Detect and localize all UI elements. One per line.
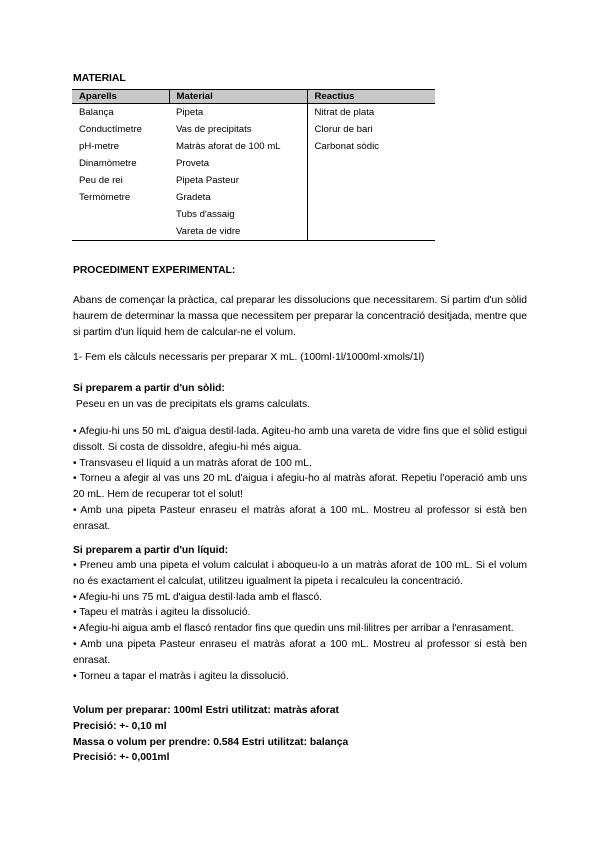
table-cell: Tubs d'assaig <box>176 209 235 220</box>
solid-steps <box>73 424 527 535</box>
solid-lead: Peseu en un vas de precipitats els grams calculats. <box>73 399 310 410</box>
table-cell <box>72 206 169 223</box>
table-cell: Pipeta <box>176 107 204 118</box>
table-cell <box>307 172 435 189</box>
header-aparells: Aparells <box>72 90 169 104</box>
table-row <box>72 104 435 122</box>
list-item: • Amb una pipeta Pasteur enraseu el matràs aforat a 100 mL. Mostreu al professor si està ben enrasat. <box>73 504 527 532</box>
list-item: • Preneu amb una pipeta el volum calculat i aboqueu-lo a un matràs aforat de 100 mL. Si el volum no és exactament el calculat, utilitzeu igualment la pipeta i recalculeu la concentració. <box>73 560 527 587</box>
intro-paragraph: Abans de començar la pràctica, cal preparar les dissolucions que necessitarem. Si partim d'un sòlid haurem de determinar la massa que necessitem per preparar la concentració desitjada, mentre que si partim d'un líquid hem de calcular-ne el volum. <box>73 295 527 338</box>
table-cell <box>307 189 435 206</box>
table-cell: Clorur de bari <box>307 121 435 138</box>
list-item: • Afegiu-hi uns 50 mL d'aigua destil·lada. Agiteu-ho amb una vareta de vidre fins que el sòlid estigui dissolt. Si costa de dissoldre, afegiu-hi més aigua. <box>73 426 527 453</box>
table-cell: Balança <box>79 107 114 118</box>
table-cell <box>72 223 169 241</box>
list-item: • Torneu a tapar el matràs i agiteu la dissolució. <box>73 670 289 682</box>
table-cell: Pipeta Pasteur <box>176 175 239 186</box>
table-cell: Proveta <box>176 158 210 169</box>
solid-heading: Si preparem a partir d'un sòlid: <box>73 383 225 394</box>
summary <box>73 703 527 766</box>
table-cell: Carbonat sòdic <box>307 138 435 155</box>
table-row <box>72 155 435 172</box>
header-material: Material <box>169 90 307 104</box>
material-heading: MATERIAL <box>73 72 126 84</box>
table-row <box>72 206 435 223</box>
summary-precision-1: Precisió: +- 0,10 ml <box>73 720 167 732</box>
table-cell: pH-metre <box>79 141 119 152</box>
list-item: • Tapeu el matràs i agiteu la dissolució. <box>73 607 251 619</box>
table-row <box>72 189 435 206</box>
table-cell: Gradeta <box>176 192 211 203</box>
table-cell: Termòmetre <box>79 192 131 203</box>
table-cell: Vas de precipitats <box>176 124 252 135</box>
procediment-heading: PROCEDIMENT EXPERIMENTAL: <box>73 265 236 276</box>
summary-volume: Volum per preparar: 100ml Estri utilitzat: matràs aforat <box>73 705 339 716</box>
table-cell <box>307 223 435 241</box>
table-cell: Conductímetre <box>79 124 142 135</box>
list-item: • Amb una pipeta Pasteur enraseu el matràs aforat a 100 mL. Mostreu al professor si està ben enrasat. <box>73 638 527 666</box>
list-item: • Torneu a afegir al vas uns 20 mL d'aigua i afegiu-ho al matràs aforat. Repetiu l'operació amb uns 20 mL. Hem de recuperar tot el solut! <box>73 473 527 501</box>
material-table-header <box>72 90 435 104</box>
table-row <box>72 172 435 189</box>
material-table <box>72 89 435 241</box>
liquid-steps <box>73 558 527 684</box>
list-item: • Afegiu-hi aigua amb el flascó rentador fins que quedin uns mil·lilitres per arribar a l'enrasament. <box>73 623 514 635</box>
table-cell <box>307 155 435 172</box>
table-row <box>72 223 435 241</box>
table-cell: Vareta de vidre <box>169 223 307 241</box>
table-cell: Nitrat de plata <box>307 104 435 122</box>
liquid-heading: Si preparem a partir d'un líquid: <box>73 545 229 556</box>
table-row <box>72 138 435 155</box>
summary-precision-2: Precisió: +- 0,001ml <box>73 752 170 764</box>
table-cell: Dinamòmetre <box>79 158 137 169</box>
summary-mass: Massa o volum per prendre: 0.584 Estri utilitzat: balança <box>73 736 349 748</box>
step-1: 1- Fem els càlculs necessaris per preparar X mL. (100ml·1l/1000ml·xmols/1l) <box>73 352 425 363</box>
table-cell: Peu de rei <box>79 175 123 186</box>
table-row <box>72 121 435 138</box>
table-cell: Matràs aforat de 100 mL <box>176 141 281 152</box>
table-cell <box>307 206 435 223</box>
header-reactius: Reactius <box>307 90 435 104</box>
list-item: • Afegiu-hi uns 75 mL d'aigua destil·lada amb el flascó. <box>73 591 323 603</box>
list-item: • Transvaseu el líquid a un matràs aforat de 100 mL. <box>73 457 312 469</box>
